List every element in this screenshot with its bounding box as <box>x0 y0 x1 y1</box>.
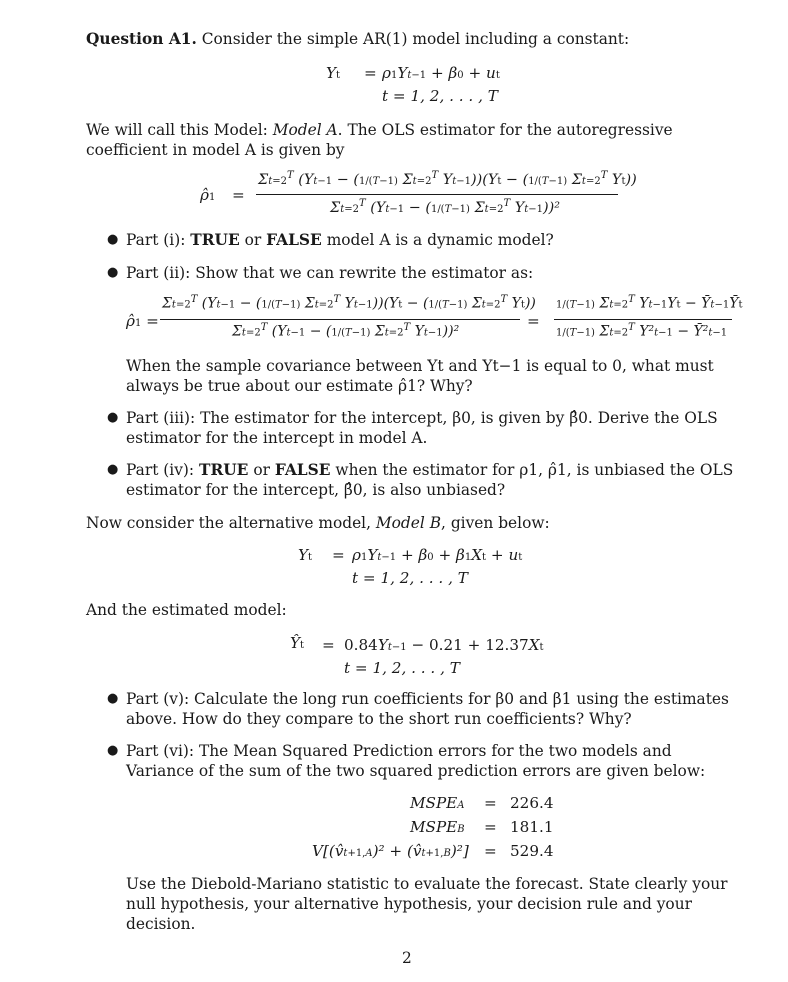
rewritten-rhs-denominator: 1/(T−1) $\Sigma t=2^T$ Y²t−1 − Ȳ²t−1 <box>556 322 728 340</box>
mspe-a-value: 226.4 <box>510 794 554 812</box>
mspe-a-label: MSPEA <box>410 794 465 812</box>
variance-value: 529.4 <box>510 842 554 860</box>
bullet-icon: ● <box>107 743 119 758</box>
model-b-index: t = 1, 2, . . . , T <box>352 569 468 587</box>
part-iv: Part (iv): TRUE or FALSE when the estimator for ρ1, ρ̂1, is unbiased the OLS estimator for the intercept, β̂0, is also unbiased? <box>126 461 734 499</box>
bullet-icon: ● <box>107 691 119 706</box>
bullet-icon: ● <box>107 462 119 477</box>
estimator-denominator: $\Sigma t=2^T$ (Yt−1 − (1/(T−1) $\Sigma t=2^T$ Yt−1))² <box>330 198 560 216</box>
model-a-rhs: ρ1Yt−1 + β0 + ut <box>382 64 500 82</box>
mspe-b-value: 181.1 <box>510 818 554 836</box>
model-b-intro: Now consider the alternative model, Model B, given below: <box>86 514 550 532</box>
question-intro-text: Consider the simple AR(1) model including a constant: <box>201 30 630 48</box>
mspe-b-label: MSPEB <box>410 818 465 836</box>
estimator-numerator: $\Sigma t=2^T$ (Yt−1 − (1/(T−1) $\Sigma t=2^T$ Yt−1))(Yt − (1/(T−1) $\Sigma t=2^T$ Yt)) <box>258 170 637 188</box>
bullet-icon: ● <box>107 232 119 247</box>
estimated-model-intro: And the estimated model: <box>86 601 287 619</box>
model-a-lhs: Yt <box>326 64 341 82</box>
model-a-name: Model A <box>272 121 338 139</box>
bullet-icon: ● <box>107 410 119 425</box>
page-number: 2 <box>402 949 412 967</box>
part-ii-followup: When the sample covariance between Yt and Yt−1 is equal to 0, what must always be true about our estimate ρ̂1? Why? <box>126 357 714 395</box>
part-vi-followup: Use the Diebold-Mariano statistic to evaluate the forecast. State clearly your null hypothesis, your alternative hypothesis, your decision rule and your decision. <box>126 875 728 933</box>
estimator-lhs: ρ̂1 <box>200 186 216 204</box>
model-a-paragraph: We will call this Model: Model A. The OLS estimator for the autoregressive coefficient in model A is given by <box>86 121 673 159</box>
document-page: Question A1. Consider the simple AR(1) model including a constant: Yt = ρ1Yt−1 + β0 + ut t = 1, 2, . . . , T We will call this Model: Model A. The OLS estimator for the autoregressive coefficient in model A is given by ρ̂1 = $\Sigma t=2^T$ (Yt−1 − (1/(T−1) $\Sigma t=2^T$ Yt−1))(Yt − (1/(T−1) $\Sigma t=2^T$ Yt)) $\Sigma t=2^T$ (Yt−1 − (1/(T−1) $\Sigma t=2^T$ Yt−1))² ● Part (i): TRUE or FALSE model A is a dynamic model? ● Part (ii): Show that we can rewrite the estimator as: ρ̂1 = $\Sigma t=2^T$ (Yt−1 − (1/(T−1) $\Sigma t=2^T$ Yt−1))(Yt − (1/(T−1) $\Sigma t=2^T$ Yt)) $\Sigma t=2^T$ (Yt−1 − (1/(T−1) $\Sigma t=2^T$ Yt−1))² = 1/(T−1) $\Sigma t=2^T$ Yt−1Yt − Ȳt−1Ȳt 1/(T−1) $\Sigma t=2^T$ Y²t−1 − Ȳ²t−1 When the sample covariance between Yt and Yt−1 is equal to 0, what must always be true about our estimate ρ̂1? Why? ● Part (iii): The estimator for the intercept, β0, is given by β̂0. Derive the OLS estimator for the intercept in model A. ● Part (iv): TRUE or FALSE when the estimator for ρ1, ρ̂1, is unbiased the OLS estimator for the intercept, β̂0, is also unbiased? Now consider the alternative model, Model B, given below: Yt = ρ1Yt−1 + β0 + β1Xt + ut t = 1, 2, . . . , T And the estimated model: Ŷt = 0.84Yt−1 − 0.21 + 12.37Xt t = 1, 2, . . . , T ● Part (v): Calculate the long run coefficients for β0 and β1 using the estimates above. How do they compare to the short run coefficients? Why? ● Part (vi): The Mean Squared Prediction errors for the two models and Variance of the sum of the two squared prediction errors are given below: MSPEA = 226.4 MSPEB = 181.1 V[(v̂t+1,A)² + (v̂t+1,B)²] = 529.4 Use the Diebold-Mariano statistic to evaluate the forecast. State clearly your null hypothesis, your alternative hypothesis, your decision rule and your decision. 2 <box>0 0 788 982</box>
estimated-model-index: t = 1, 2, . . . , T <box>344 659 460 677</box>
part-ii: Part (ii): Show that we can rewrite the estimator as: <box>126 264 534 282</box>
bullet-icon: ● <box>107 265 119 280</box>
part-vi: Part (vi): The Mean Squared Prediction errors for the two models and Variance of the sum of the two squared prediction errors are given below: <box>126 742 706 780</box>
variance-label: V[(v̂t+1,A)² + (v̂t+1,B)²] <box>312 842 469 860</box>
model-b-name: Model B <box>375 514 442 532</box>
question-label: Question A1. <box>86 30 197 48</box>
part-iii: Part (iii): The estimator for the intercept, β0, is given by β̂0. Derive the OLS estimator for the intercept in model A. <box>126 409 718 447</box>
part-i: Part (i): TRUE or FALSE model A is a dynamic model? <box>126 231 554 249</box>
rewritten-rhs-numerator: 1/(T−1) $\Sigma t=2^T$ Yt−1Yt − Ȳt−1Ȳt <box>556 294 743 312</box>
model-b-rhs: ρ1Yt−1 + β0 + β1Xt + ut <box>352 546 523 564</box>
part-v: Part (v): Calculate the long run coefficients for β0 and β1 using the estimates above. How do they compare to the short run coefficients? Why? <box>126 690 729 728</box>
estimated-model-rhs: 0.84Yt−1 − 0.21 + 12.37Xt <box>344 636 544 654</box>
model-a-index: t = 1, 2, . . . , T <box>382 87 498 105</box>
question-intro <box>86 29 746 49</box>
